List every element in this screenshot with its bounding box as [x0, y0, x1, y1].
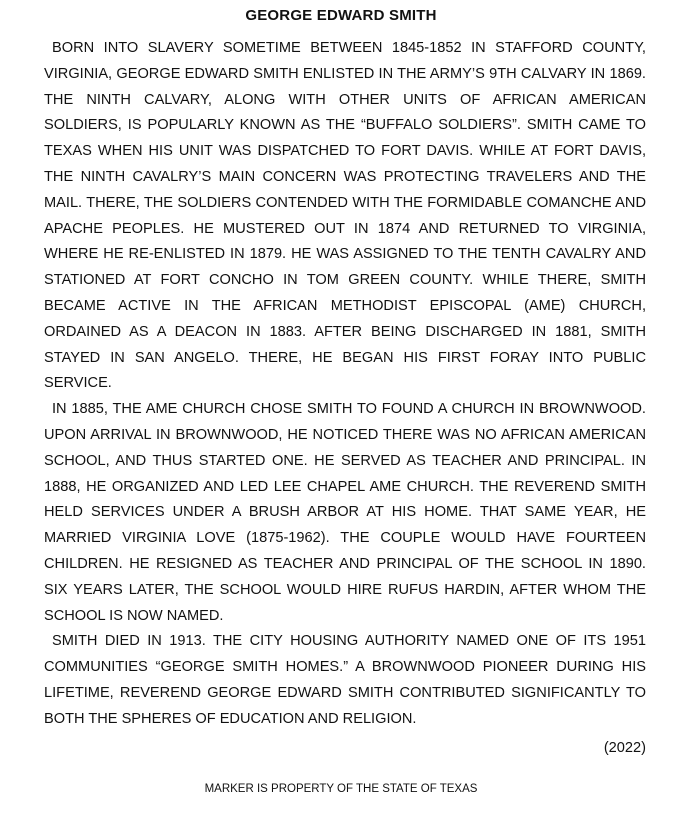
property-notice: MARKER IS PROPERTY OF THE STATE OF TEXAS: [204, 783, 478, 795]
paragraph-legacy: SMITH DIED IN 1913. THE CITY HOUSING AUTHORITY NAMED ONE OF ITS 1951 COMMUNITIES “GEORGE SMITH HOMES.” A BROWNWOOD PIONEER DURING HIS LIFETIME, REVEREND GEORGE EDWARD SMITH CONTRIBUTED SIGNIFICANTLY TO BOTH THE SPHERES OF EDUCATION AND RELIGION.: [44, 633, 646, 727]
marker-year: (2022): [603, 740, 646, 756]
marker-body: [44, 36, 646, 733]
paragraph-early-life: BORN INTO SLAVERY SOMETIME BETWEEN 1845-1852 IN STAFFORD COUNTY, VIRGINIA, GEORGE EDWARD SMITH ENLISTED IN THE ARMY’S 9TH CALVARY IN 1869. THE NINTH CALVARY, ALONG WITH OTHER UNITS OF AFRICAN AMERICAN SOLDIERS, IS POPULARLY KNOWN AS THE “BUFFALO SOLDIERS”. SMITH CAME TO TEXAS WHEN HIS UNIT WAS DISPATCHED TO FORT DAVIS. WHILE AT FORT DAVIS, THE NINTH CAVALRY’S MAIN CONCERN WAS PROTECTING TRAVELERS AND THE MAIL. THERE, THE SOLDIERS CONTENDED WITH THE FORMIDABLE COMANCHE AND APACHE PEOPLES. HE MUSTERED OUT IN 1874 AND RETURNED TO VIRGINIA, WHERE HE RE-ENLISTED IN 1879. HE WAS ASSIGNED TO THE TENTH CAVALRY AND STATIONED AT FORT CONCHO IN TOM GREEN COUNTY. WHILE THERE, SMITH BECAME ACTIVE IN THE AFRICAN METHODIST EPISCOPAL (AME) CHURCH, ORDAINED AS A DEACON IN 1883. AFTER BEING DISCHARGED IN 1881, SMITH STAYED IN SAN ANGELO. THERE, HE BEGAN HIS FIRST FORAY INTO PUBLIC SERVICE.: [44, 40, 646, 392]
paragraph-brownwood: IN 1885, THE AME CHURCH CHOSE SMITH TO FOUND A CHURCH IN BROWNWOOD. UPON ARRIVAL IN BROWNWOOD, HE NOTICED THERE WAS NO AFRICAN AMERICAN SCHOOL, AND THUS STARTED ONE. HE SERVED AS TEACHER AND PRINCIPAL. IN 1888, HE ORGANIZED AND LED LEE CHAPEL AME CHURCH. THE REVEREND SMITH HELD SERVICES UNDER A BRUSH ARBOR AT HIS HOME. THAT SAME YEAR, HE MARRIED VIRGINIA LOVE (1875-1962). THE COUPLE WOULD HAVE FOURTEEN CHILDREN. HE RESIGNED AS TEACHER AND PRINCIPAL OF THE SCHOOL IN 1890. SIX YEARS LATER, THE SCHOOL WOULD HIRE RUFUS HARDIN, AFTER WHOM THE SCHOOL IS NOW NAMED.: [44, 401, 646, 624]
page-title: GEORGE EDWARD SMITH: [245, 7, 437, 24]
